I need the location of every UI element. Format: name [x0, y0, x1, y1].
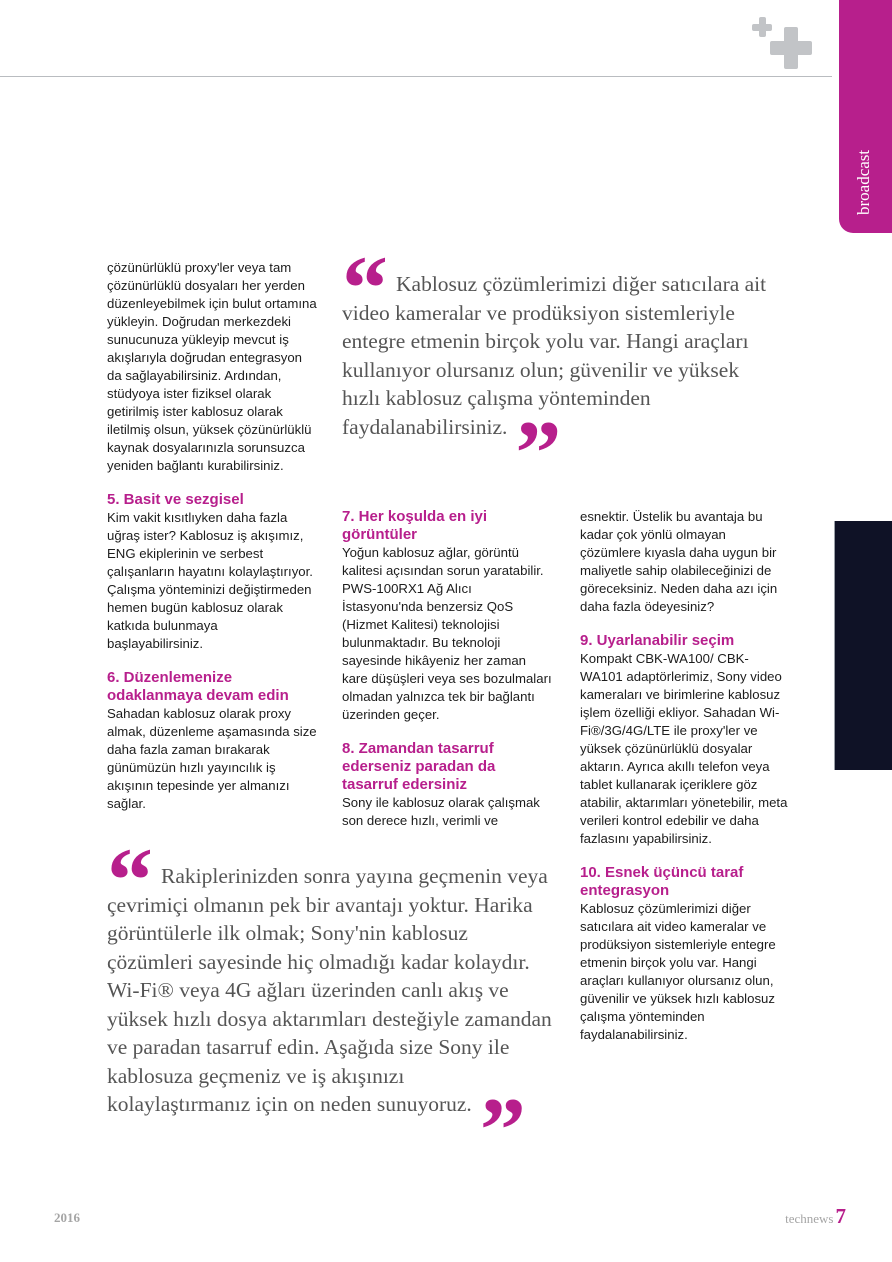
- pull-quote-text: Rakiplerinizden sonra yayına geçmenin veya çevrimiçi olmanın pek bir avantajı yoktur. Harika görüntülerle ilk olmak; Sony'nin kablosuz çözümleri sayesinde hiç olmadığı kadar kolaydır. Wi-Fi® veya 4G ağları üzerinden canlı akış ve yüksek hızlı dosya aktarımları desteğiyle zamandan ve paradan tasarruf edin. Aşağıda size Sony ile kablosuza geçmeniz ve iş akışınızı kolaylaştırmanız için on neden sunuyoruz.: [107, 864, 552, 1116]
- footer-publication: [785, 1204, 846, 1229]
- pull-quote-text: Kablosuz çözümlerimizi diğer satıcılara ait video kameralar ve prodüksiyon sistemleriyle entegre etmenin birçok yolu var. Hangi araçları kullanıyor olursanız olun; güvenilir ve yüksek hızlı kablosuz çalışma yönteminden faydalanabilirsiniz.: [342, 272, 767, 439]
- section-heading: 6. Düzenlemenize odaklanmaya devam edin: [107, 669, 289, 704]
- section-heading: 9. Uyarlanabilir seçim: [580, 632, 735, 649]
- side-decoration: [834, 521, 892, 770]
- section-text: Kim vakit kısıtlıyken daha fazla uğraş ister? Kablosuz iş akışımız, ENG ekiplerinin ve serbest çalışanların hayatını kolaylaştırıyor. Çalışma yönteminizi değiştirmeden hemen bugün kablosuz olarak katkıda bulunmaya başlayabilirsiniz.: [107, 510, 313, 651]
- page-number: 7: [835, 1204, 846, 1228]
- intro-paragraph: çözünürlüklü proxy'ler veya tam çözünürlüklü dosyaları her yerden düzenleyebilmek için bulut ortamına yükleyin. Doğrudan merkezdeki sunucunuza yükleyip mevcut iş akışlarıyla doğrudan entegrasyon da sağlayabilirsiniz. Ardından, stüdyoya ister fiziksel olarak getirilmiş ister kablosuz olarak iletilmiş olsun, yüksek çözünürlüklü kaynak dosyalarınızla sorunsuzca yeniden bağlantı kurabilirsiniz.: [107, 260, 317, 473]
- section-heading: 10. Esnek üçüncü taraf entegrasyon: [580, 864, 744, 899]
- section-text: Yoğun kablosuz ağlar, görüntü kalitesi açısından sorun yaratabilir. PWS-100RX1 Ağ Alıcı İstasyonu'nda benzersiz QoS (Hizmet Kalitesi) teknolojisi bulunmaktadır. Bu teknoloji sayesinde hikâyeniz her zaman kare düşüşleri veya ses bozulmaları olmadan yalnızca tek bir bağlantı üzerinden geçer.: [342, 545, 552, 722]
- column-3: [580, 508, 790, 1044]
- section-heading: 5. Basit ve sezgisel: [107, 491, 244, 508]
- pull-quote: “ Kablosuz çözümlerimizi diğer satıcılara ait video kameralar ve prodüksiyon sistemleriyle entegre etmenin birçok yolu var. Hangi araçları kullanıyor olursanız olun; güvenilir ve yüksek hızlı kablosuz çalışma yönteminden faydalanabilirsiniz.”: [342, 237, 767, 504]
- publication-name: technews: [785, 1211, 834, 1226]
- section-heading: 7. Her koşulda en iyi görüntüler: [342, 508, 488, 543]
- section-label: broadcast: [853, 149, 873, 215]
- header-rule: [0, 76, 832, 77]
- footer-year: 2016: [54, 1210, 80, 1225]
- section-text: Sahadan kablosuz olarak proxy almak, düzenleme aşamasında size daha fazla zaman bırakarak günümüzün hızlı yayıncılık iş akışının tepesinde yer almanızı sağlar.: [107, 706, 317, 811]
- plus-icon: [752, 17, 772, 37]
- section-text: Sony ile kablosuz olarak çalışmak son derece hızlı, verimli ve: [342, 795, 540, 828]
- continuation-paragraph: esnektir. Üstelik bu avantaja bu kadar çok yönlü olmayan çözümlere kıyasla daha uygun bir maliyetle sahip olabileceğinizi de göreceksiniz. Neden daha azı için daha fazla ödeyesiniz?: [580, 509, 778, 614]
- section-text: Kompakt CBK-WA100/ CBK-WA101 adaptörlerimiz, Sony video kameraları ve birimlerine kablosuz işlem özelliği ekliyor. Sahadan Wi-Fi®/3G/4G/LTE ile proxy'ler ve yüksek çözünürlüklü dosyalar aktarın. Ayrıca akıllı telefon veya tablet kullanarak içeriklere göz atabilir, aktarımları yönetebilir, meta verileri kontrol edebilir ve daha fazlasını yapabilirsiniz.: [580, 651, 788, 846]
- section-tab: [839, 0, 892, 233]
- plus-icon: [770, 27, 812, 69]
- pull-quote: “ Rakiplerinizden sonra yayına geçmenin veya çevrimiçi olmanın pek bir avantajı yoktur. Harika görüntülerle ilk olmak; Sony'nin kablosuz çözümleri sayesinde hiç olmadığı kadar kolaydır. Wi-Fi® veya 4G ağları üzerinden canlı akış ve yüksek hızlı dosya aktarımları desteğiyle zamandan ve paradan tasarruf edin. Aşağıda size Sony ile kablosuza geçmeniz ve iş akışınızı kolaylaştırmanız için on neden sunuyoruz.”: [107, 829, 552, 1181]
- section-heading: 8. Zamandan tasarruf ederseniz paradan da tasarruf edersiniz: [342, 740, 496, 793]
- column-1: [107, 259, 317, 813]
- column-2: [342, 508, 554, 830]
- section-text: Kablosuz çözümlerimizi diğer satıcılara ait video kameralar ve prodüksiyon sistemleriyle entegre etmenin birçok yolu var. Hangi araçları kullanıyor olursanız olun, güvenilir ve yüksek hızlı kablosuz çalışma yönteminden faydalanabilirsiniz.: [580, 901, 776, 1042]
